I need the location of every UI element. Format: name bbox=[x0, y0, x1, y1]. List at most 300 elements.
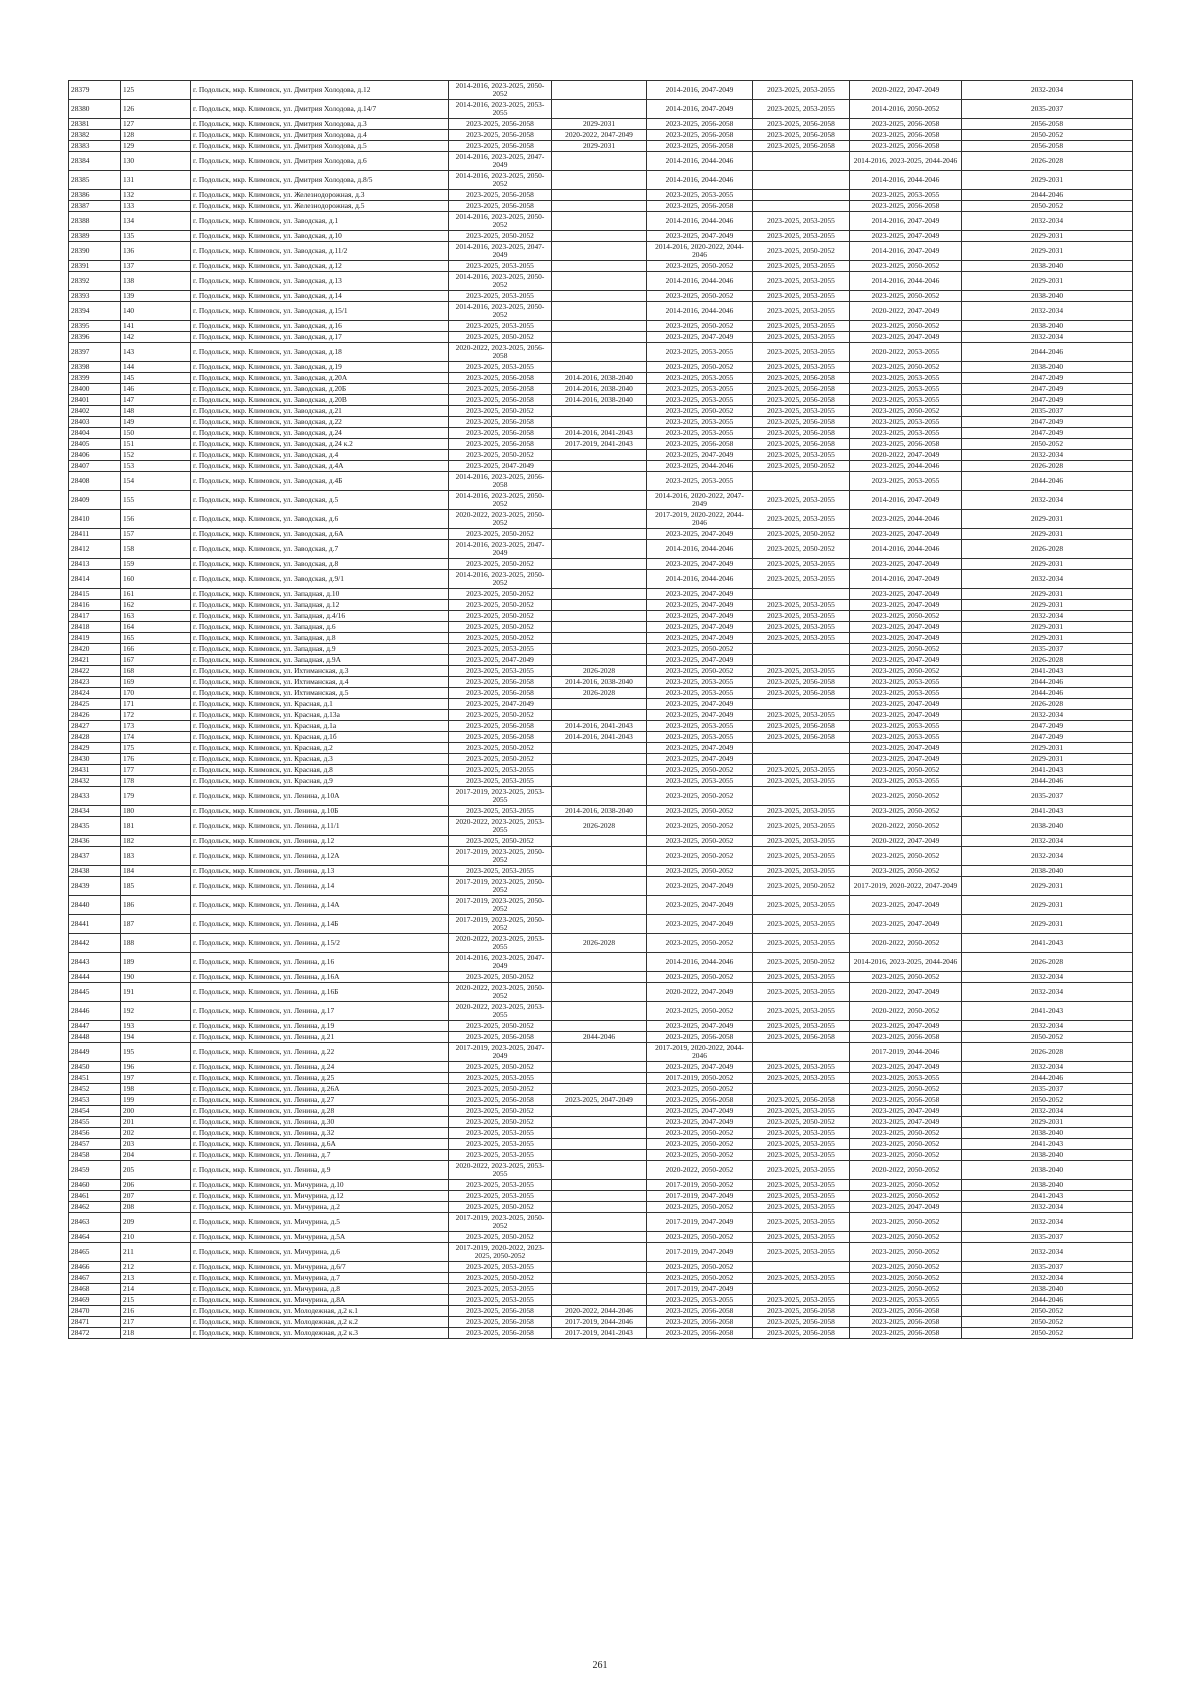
cell-period-4: 2023-2025, 2056-2058 bbox=[753, 373, 850, 384]
cell-period-1: 2023-2025, 2056-2058 bbox=[449, 190, 552, 201]
cell-period-6: 2035-2037 bbox=[962, 406, 1133, 417]
table-row bbox=[69, 644, 1133, 655]
table-row bbox=[69, 540, 1133, 559]
table-row bbox=[69, 373, 1133, 384]
cell-row-id: 28416 bbox=[69, 600, 121, 611]
cell-address: г. Подольск, мкр. Климовск, ул. Ленина, д.16А bbox=[191, 972, 449, 983]
cell-period-2 bbox=[552, 633, 647, 644]
cell-period-2 bbox=[552, 406, 647, 417]
cell-period-1: 2023-2025, 2050-2052 bbox=[449, 1106, 552, 1117]
cell-period-1: 2014-2016, 2023-2025, 2050-2052 bbox=[449, 171, 552, 190]
cell-address: г. Подольск, мкр. Климовск, ул. Ленина, д.16Б bbox=[191, 983, 449, 1002]
cell-period-2: 2017-2019, 2044-2046 bbox=[552, 1317, 647, 1328]
cell-period-6: 2029-2031 bbox=[962, 743, 1133, 754]
table-row bbox=[69, 152, 1133, 171]
cell-address: г. Подольск, мкр. Климовск, ул. Красная, д.3 bbox=[191, 754, 449, 765]
cell-row-id: 28392 bbox=[69, 272, 121, 291]
cell-period-3: 2023-2025, 2050-2052 bbox=[647, 1002, 753, 1021]
cell-period-4: 2023-2025, 2053-2055 bbox=[753, 1073, 850, 1084]
cell-period-6: 2029-2031 bbox=[962, 600, 1133, 611]
cell-period-5: 2023-2025, 2047-2049 bbox=[850, 655, 962, 666]
cell-period-6: 2038-2040 bbox=[962, 291, 1133, 302]
cell-period-4: 2023-2025, 2053-2055 bbox=[753, 1150, 850, 1161]
cell-period-4: 2023-2025, 2053-2055 bbox=[753, 321, 850, 332]
cell-period-3: 2023-2025, 2047-2049 bbox=[647, 754, 753, 765]
cell-period-1: 2014-2016, 2023-2025, 2050-2052 bbox=[449, 212, 552, 231]
cell-period-4: 2023-2025, 2053-2055 bbox=[753, 1243, 850, 1262]
cell-period-2: 2014-2016, 2041-2043 bbox=[552, 428, 647, 439]
cell-period-4: 2023-2025, 2056-2058 bbox=[753, 141, 850, 152]
cell-period-2 bbox=[552, 302, 647, 321]
table-row bbox=[69, 754, 1133, 765]
cell-period-2: 2026-2028 bbox=[552, 934, 647, 953]
cell-row-id: 28422 bbox=[69, 666, 121, 677]
cell-row-id: 28428 bbox=[69, 732, 121, 743]
cell-item-number: 134 bbox=[121, 212, 191, 231]
cell-address: г. Подольск, мкр. Климовск, ул. Мичурина, д.8А bbox=[191, 1295, 449, 1306]
cell-row-id: 28452 bbox=[69, 1084, 121, 1095]
cell-address: г. Подольск, мкр. Климовск, ул. Дмитрия Холодова, д.3 bbox=[191, 119, 449, 130]
cell-row-id: 28440 bbox=[69, 896, 121, 915]
cell-period-2 bbox=[552, 622, 647, 633]
table-row bbox=[69, 1202, 1133, 1213]
cell-address: г. Подольск, мкр. Климовск, ул. Железнодорожная, д.5 bbox=[191, 201, 449, 212]
cell-period-4: 2023-2025, 2053-2055 bbox=[753, 1295, 850, 1306]
cell-period-4: 2023-2025, 2053-2055 bbox=[753, 611, 850, 622]
cell-period-1: 2014-2016, 2023-2025, 2047-2049 bbox=[449, 540, 552, 559]
cell-period-4: 2023-2025, 2056-2058 bbox=[753, 721, 850, 732]
cell-row-id: 28402 bbox=[69, 406, 121, 417]
cell-row-id: 28395 bbox=[69, 321, 121, 332]
cell-period-2 bbox=[552, 1202, 647, 1213]
cell-row-id: 28438 bbox=[69, 866, 121, 877]
cell-period-1: 2017-2019, 2023-2025, 2050-2052 bbox=[449, 915, 552, 934]
cell-period-3: 2023-2025, 2056-2058 bbox=[647, 1306, 753, 1317]
cell-period-1: 2023-2025, 2056-2058 bbox=[449, 428, 552, 439]
cell-period-1: 2020-2022, 2023-2025, 2050-2052 bbox=[449, 510, 552, 529]
cell-period-3: 2014-2016, 2044-2046 bbox=[647, 953, 753, 972]
cell-row-id: 28410 bbox=[69, 510, 121, 529]
cell-item-number: 150 bbox=[121, 428, 191, 439]
cell-period-1: 2017-2019, 2020-2022, 2023-2025, 2050-2052 bbox=[449, 1243, 552, 1262]
cell-period-4: 2023-2025, 2050-2052 bbox=[753, 540, 850, 559]
cell-item-number: 174 bbox=[121, 732, 191, 743]
cell-period-3: 2023-2025, 2053-2055 bbox=[647, 688, 753, 699]
cell-period-4: 2023-2025, 2056-2058 bbox=[753, 1328, 850, 1339]
cell-period-4: 2023-2025, 2050-2052 bbox=[753, 461, 850, 472]
table-row bbox=[69, 321, 1133, 332]
cell-period-2 bbox=[552, 776, 647, 787]
cell-period-6: 2041-2043 bbox=[962, 934, 1133, 953]
cell-period-3: 2023-2025, 2053-2055 bbox=[647, 343, 753, 362]
cell-period-1: 2023-2025, 2050-2052 bbox=[449, 559, 552, 570]
cell-item-number: 128 bbox=[121, 130, 191, 141]
cell-period-5: 2014-2016, 2047-2049 bbox=[850, 242, 962, 261]
cell-address: г. Подольск, мкр. Климовск, ул. Заводская, д.6А bbox=[191, 529, 449, 540]
cell-period-2 bbox=[552, 417, 647, 428]
cell-row-id: 28423 bbox=[69, 677, 121, 688]
cell-period-4 bbox=[753, 644, 850, 655]
cell-period-6: 2047-2049 bbox=[962, 428, 1133, 439]
cell-row-id: 28458 bbox=[69, 1150, 121, 1161]
cell-period-6: 2032-2034 bbox=[962, 847, 1133, 866]
cell-period-1: 2023-2025, 2053-2055 bbox=[449, 1139, 552, 1150]
cell-period-6: 2047-2049 bbox=[962, 732, 1133, 743]
cell-period-4 bbox=[753, 190, 850, 201]
cell-period-2 bbox=[552, 540, 647, 559]
cell-period-2 bbox=[552, 212, 647, 231]
cell-period-4: 2023-2025, 2053-2055 bbox=[753, 817, 850, 836]
cell-period-6: 2041-2043 bbox=[962, 806, 1133, 817]
cell-period-6: 2035-2037 bbox=[962, 100, 1133, 119]
cell-period-1: 2020-2022, 2023-2025, 2050-2052 bbox=[449, 983, 552, 1002]
cell-address: г. Подольск, мкр. Климовск, ул. Молодежная, д.2 к.3 bbox=[191, 1328, 449, 1339]
cell-address: г. Подольск, мкр. Климовск, ул. Западная, д.10 bbox=[191, 589, 449, 600]
cell-item-number: 131 bbox=[121, 171, 191, 190]
cell-period-3: 2023-2025, 2053-2055 bbox=[647, 190, 753, 201]
table-row bbox=[69, 529, 1133, 540]
cell-period-4: 2023-2025, 2056-2058 bbox=[753, 1306, 850, 1317]
cell-address: г. Подольск, мкр. Климовск, ул. Западная, д.6 bbox=[191, 622, 449, 633]
cell-period-5: 2023-2025, 2047-2049 bbox=[850, 915, 962, 934]
cell-period-6: 2032-2034 bbox=[962, 1062, 1133, 1073]
cell-row-id: 28426 bbox=[69, 710, 121, 721]
cell-period-1: 2023-2025, 2050-2052 bbox=[449, 332, 552, 343]
cell-row-id: 28417 bbox=[69, 611, 121, 622]
cell-period-2: 2014-2016, 2041-2043 bbox=[552, 732, 647, 743]
cell-period-6: 2029-2031 bbox=[962, 589, 1133, 600]
cell-period-3: 2014-2016, 2047-2049 bbox=[647, 81, 753, 100]
table-row bbox=[69, 787, 1133, 806]
cell-period-1: 2023-2025, 2050-2052 bbox=[449, 406, 552, 417]
cell-address: г. Подольск, мкр. Климовск, ул. Заводская, д.13 bbox=[191, 272, 449, 291]
cell-period-6: 2029-2031 bbox=[962, 171, 1133, 190]
cell-period-1: 2023-2025, 2053-2055 bbox=[449, 1191, 552, 1202]
cell-period-1: 2017-2019, 2023-2025, 2050-2052 bbox=[449, 877, 552, 896]
cell-period-2: 2014-2016, 2038-2040 bbox=[552, 806, 647, 817]
cell-period-1: 2023-2025, 2047-2049 bbox=[449, 699, 552, 710]
cell-period-2 bbox=[552, 1150, 647, 1161]
cell-period-2 bbox=[552, 972, 647, 983]
cell-period-3: 2023-2025, 2053-2055 bbox=[647, 1295, 753, 1306]
cell-period-6: 2050-2052 bbox=[962, 1306, 1133, 1317]
table-row bbox=[69, 699, 1133, 710]
table-row bbox=[69, 362, 1133, 373]
cell-item-number: 211 bbox=[121, 1243, 191, 1262]
cell-period-3: 2023-2025, 2047-2049 bbox=[647, 559, 753, 570]
cell-period-1: 2023-2025, 2056-2058 bbox=[449, 373, 552, 384]
cell-item-number: 156 bbox=[121, 510, 191, 529]
cell-period-1: 2023-2025, 2053-2055 bbox=[449, 1128, 552, 1139]
cell-period-5: 2014-2016, 2044-2046 bbox=[850, 171, 962, 190]
cell-row-id: 28430 bbox=[69, 754, 121, 765]
cell-item-number: 125 bbox=[121, 81, 191, 100]
cell-period-6: 2047-2049 bbox=[962, 395, 1133, 406]
cell-address: г. Подольск, мкр. Климовск, ул. Заводская, д.7 bbox=[191, 540, 449, 559]
cell-period-4 bbox=[753, 152, 850, 171]
cell-address: г. Подольск, мкр. Климовск, ул. Молодежная, д.2 к.1 bbox=[191, 1306, 449, 1317]
cell-row-id: 28435 bbox=[69, 817, 121, 836]
cell-item-number: 214 bbox=[121, 1284, 191, 1295]
cell-period-5: 2014-2016, 2047-2049 bbox=[850, 212, 962, 231]
cell-period-4: 2023-2025, 2053-2055 bbox=[753, 1180, 850, 1191]
cell-address: г. Подольск, мкр. Климовск, ул. Мичурина, д.8 bbox=[191, 1284, 449, 1295]
cell-address: г. Подольск, мкр. Климовск, ул. Западная, д.9А bbox=[191, 655, 449, 666]
cell-period-4: 2023-2025, 2053-2055 bbox=[753, 836, 850, 847]
cell-item-number: 194 bbox=[121, 1032, 191, 1043]
cell-period-3: 2023-2025, 2047-2049 bbox=[647, 1117, 753, 1128]
cell-period-4: 2023-2025, 2053-2055 bbox=[753, 100, 850, 119]
cell-item-number: 193 bbox=[121, 1021, 191, 1032]
cell-period-1: 2023-2025, 2053-2055 bbox=[449, 362, 552, 373]
cell-period-6: 2026-2028 bbox=[962, 953, 1133, 972]
cell-period-2 bbox=[552, 877, 647, 896]
cell-period-4: 2023-2025, 2053-2055 bbox=[753, 406, 850, 417]
table-row bbox=[69, 866, 1133, 877]
cell-row-id: 28429 bbox=[69, 743, 121, 754]
cell-address: г. Подольск, мкр. Климовск, ул. Красная, д.9 bbox=[191, 776, 449, 787]
cell-row-id: 28383 bbox=[69, 141, 121, 152]
cell-period-5: 2023-2025, 2053-2055 bbox=[850, 732, 962, 743]
cell-address: г. Подольск, мкр. Климовск, ул. Ленина, д.25 bbox=[191, 1073, 449, 1084]
cell-row-id: 28454 bbox=[69, 1106, 121, 1117]
cell-period-3: 2023-2025, 2050-2052 bbox=[647, 1128, 753, 1139]
cell-period-5: 2020-2022, 2053-2055 bbox=[850, 343, 962, 362]
cell-period-2 bbox=[552, 1128, 647, 1139]
cell-row-id: 28424 bbox=[69, 688, 121, 699]
cell-period-2 bbox=[552, 171, 647, 190]
cell-period-2: 2014-2016, 2038-2040 bbox=[552, 395, 647, 406]
cell-address: г. Подольск, мкр. Климовск, ул. Заводская, д.17 bbox=[191, 332, 449, 343]
cell-period-4 bbox=[753, 699, 850, 710]
cell-period-5: 2017-2019, 2020-2022, 2047-2049 bbox=[850, 877, 962, 896]
cell-period-2 bbox=[552, 836, 647, 847]
cell-period-1: 2023-2025, 2056-2058 bbox=[449, 119, 552, 130]
cell-period-5: 2020-2022, 2047-2049 bbox=[850, 983, 962, 1002]
cell-period-4: 2023-2025, 2056-2058 bbox=[753, 732, 850, 743]
table-row bbox=[69, 915, 1133, 934]
cell-period-6: 2029-2031 bbox=[962, 915, 1133, 934]
cell-period-2 bbox=[552, 529, 647, 540]
cell-item-number: 178 bbox=[121, 776, 191, 787]
cell-row-id: 28449 bbox=[69, 1043, 121, 1062]
cell-period-6: 2029-2031 bbox=[962, 754, 1133, 765]
cell-period-1: 2023-2025, 2050-2052 bbox=[449, 1021, 552, 1032]
cell-period-6: 2047-2049 bbox=[962, 721, 1133, 732]
cell-period-1: 2023-2025, 2056-2058 bbox=[449, 721, 552, 732]
cell-row-id: 28472 bbox=[69, 1328, 121, 1339]
cell-row-id: 28448 bbox=[69, 1032, 121, 1043]
cell-period-5: 2020-2022, 2050-2052 bbox=[850, 1161, 962, 1180]
cell-period-3: 2023-2025, 2050-2052 bbox=[647, 787, 753, 806]
cell-address: г. Подольск, мкр. Климовск, ул. Мичурина, д.5 bbox=[191, 1213, 449, 1232]
cell-period-1: 2017-2019, 2023-2025, 2050-2052 bbox=[449, 896, 552, 915]
cell-period-6: 2032-2034 bbox=[962, 491, 1133, 510]
cell-period-5: 2023-2025, 2056-2058 bbox=[850, 1306, 962, 1317]
cell-row-id: 28391 bbox=[69, 261, 121, 272]
cell-period-2: 2020-2022, 2047-2049 bbox=[552, 130, 647, 141]
cell-period-6: 2038-2040 bbox=[962, 866, 1133, 877]
cell-period-1: 2017-2019, 2023-2025, 2047-2049 bbox=[449, 1043, 552, 1062]
cell-period-1: 2014-2016, 2023-2025, 2050-2052 bbox=[449, 570, 552, 589]
cell-address: г. Подольск, мкр. Климовск, ул. Заводская, д.24 bbox=[191, 428, 449, 439]
cell-address: г. Подольск, мкр. Климовск, ул. Ленина, д.27 bbox=[191, 1095, 449, 1106]
cell-period-1: 2023-2025, 2050-2052 bbox=[449, 611, 552, 622]
cell-period-6: 2032-2034 bbox=[962, 836, 1133, 847]
cell-period-5: 2023-2025, 2050-2052 bbox=[850, 847, 962, 866]
cell-address: г. Подольск, мкр. Климовск, ул. Заводская, д.12 bbox=[191, 261, 449, 272]
cell-period-4: 2023-2025, 2053-2055 bbox=[753, 231, 850, 242]
cell-period-5: 2014-2016, 2047-2049 bbox=[850, 491, 962, 510]
table-row bbox=[69, 710, 1133, 721]
cell-period-6: 2044-2046 bbox=[962, 190, 1133, 201]
cell-period-2 bbox=[552, 1273, 647, 1284]
cell-period-1: 2014-2016, 2023-2025, 2056-2058 bbox=[449, 472, 552, 491]
cell-item-number: 180 bbox=[121, 806, 191, 817]
cell-item-number: 127 bbox=[121, 119, 191, 130]
cell-period-1: 2023-2025, 2053-2055 bbox=[449, 644, 552, 655]
cell-period-6: 2032-2034 bbox=[962, 302, 1133, 321]
cell-row-id: 28434 bbox=[69, 806, 121, 817]
cell-period-5: 2023-2025, 2050-2052 bbox=[850, 362, 962, 373]
cell-period-1: 2023-2025, 2053-2055 bbox=[449, 776, 552, 787]
table-row bbox=[69, 428, 1133, 439]
cell-period-3: 2023-2025, 2056-2058 bbox=[647, 439, 753, 450]
cell-period-4: 2023-2025, 2053-2055 bbox=[753, 510, 850, 529]
cell-period-5: 2023-2025, 2050-2052 bbox=[850, 765, 962, 776]
cell-period-6: 2047-2049 bbox=[962, 373, 1133, 384]
cell-item-number: 169 bbox=[121, 677, 191, 688]
cell-period-3: 2023-2025, 2050-2052 bbox=[647, 321, 753, 332]
cell-period-4: 2023-2025, 2053-2055 bbox=[753, 934, 850, 953]
cell-period-6: 2047-2049 bbox=[962, 417, 1133, 428]
cell-period-1: 2023-2025, 2053-2055 bbox=[449, 1073, 552, 1084]
cell-address: г. Подольск, мкр. Климовск, ул. Ленина, д.6А bbox=[191, 1139, 449, 1150]
cell-period-3: 2023-2025, 2056-2058 bbox=[647, 130, 753, 141]
cell-period-4: 2023-2025, 2050-2052 bbox=[753, 877, 850, 896]
cell-period-2 bbox=[552, 1139, 647, 1150]
cell-period-2 bbox=[552, 915, 647, 934]
cell-period-3: 2017-2019, 2020-2022, 2044-2046 bbox=[647, 510, 753, 529]
cell-period-4: 2023-2025, 2053-2055 bbox=[753, 1021, 850, 1032]
cell-period-3: 2023-2025, 2050-2052 bbox=[647, 806, 753, 817]
cell-period-5: 2023-2025, 2056-2058 bbox=[850, 130, 962, 141]
cell-row-id: 28444 bbox=[69, 972, 121, 983]
cell-period-4: 2023-2025, 2053-2055 bbox=[753, 1202, 850, 1213]
cell-item-number: 185 bbox=[121, 877, 191, 896]
table-row bbox=[69, 510, 1133, 529]
cell-item-number: 129 bbox=[121, 141, 191, 152]
cell-period-6: 2029-2031 bbox=[962, 242, 1133, 261]
cell-period-4: 2023-2025, 2056-2058 bbox=[753, 417, 850, 428]
cell-period-1: 2023-2025, 2050-2052 bbox=[449, 1062, 552, 1073]
cell-period-6: 2041-2043 bbox=[962, 1002, 1133, 1021]
cell-period-4: 2023-2025, 2053-2055 bbox=[753, 666, 850, 677]
cell-period-1: 2023-2025, 2050-2052 bbox=[449, 743, 552, 754]
cell-period-1: 2023-2025, 2050-2052 bbox=[449, 836, 552, 847]
cell-row-id: 28431 bbox=[69, 765, 121, 776]
table-row bbox=[69, 1139, 1133, 1150]
cell-item-number: 167 bbox=[121, 655, 191, 666]
cell-address: г. Подольск, мкр. Климовск, ул. Мичурина, д.6/7 bbox=[191, 1262, 449, 1273]
cell-period-1: 2014-2016, 2023-2025, 2050-2052 bbox=[449, 272, 552, 291]
cell-item-number: 217 bbox=[121, 1317, 191, 1328]
cell-period-3: 2023-2025, 2050-2052 bbox=[647, 1084, 753, 1095]
cell-row-id: 28409 bbox=[69, 491, 121, 510]
cell-row-id: 28394 bbox=[69, 302, 121, 321]
table-row bbox=[69, 1062, 1133, 1073]
cell-period-5: 2014-2016, 2044-2046 bbox=[850, 272, 962, 291]
table-row bbox=[69, 1273, 1133, 1284]
cell-period-3: 2023-2025, 2047-2049 bbox=[647, 743, 753, 754]
cell-address: г. Подольск, мкр. Климовск, ул. Заводская, д.4 bbox=[191, 450, 449, 461]
cell-period-4 bbox=[753, 171, 850, 190]
cell-row-id: 28437 bbox=[69, 847, 121, 866]
cell-item-number: 209 bbox=[121, 1213, 191, 1232]
cell-period-1: 2020-2022, 2023-2025, 2053-2055 bbox=[449, 934, 552, 953]
cell-row-id: 28470 bbox=[69, 1306, 121, 1317]
cell-period-6: 2050-2052 bbox=[962, 201, 1133, 212]
cell-period-2: 2029-2031 bbox=[552, 141, 647, 152]
cell-period-1: 2014-2016, 2023-2025, 2047-2049 bbox=[449, 242, 552, 261]
cell-period-5: 2023-2025, 2053-2055 bbox=[850, 395, 962, 406]
cell-address: г. Подольск, мкр. Климовск, ул. Ленина, д.7 bbox=[191, 1150, 449, 1161]
cell-period-3: 2014-2016, 2044-2046 bbox=[647, 272, 753, 291]
cell-period-3: 2023-2025, 2047-2049 bbox=[647, 896, 753, 915]
cell-period-2 bbox=[552, 1043, 647, 1062]
cell-period-4: 2023-2025, 2050-2052 bbox=[753, 529, 850, 540]
cell-address: г. Подольск, мкр. Климовск, ул. Ленина, д.11/1 bbox=[191, 817, 449, 836]
cell-row-id: 28463 bbox=[69, 1213, 121, 1232]
table-row bbox=[69, 1128, 1133, 1139]
cell-period-2 bbox=[552, 787, 647, 806]
cell-period-6: 2026-2028 bbox=[962, 655, 1133, 666]
cell-period-1: 2023-2025, 2050-2052 bbox=[449, 231, 552, 242]
cell-address: г. Подольск, мкр. Климовск, ул. Ленина, д.9 bbox=[191, 1161, 449, 1180]
cell-period-6: 2038-2040 bbox=[962, 1128, 1133, 1139]
cell-period-5: 2023-2025, 2050-2052 bbox=[850, 1273, 962, 1284]
cell-period-3: 2023-2025, 2047-2049 bbox=[647, 710, 753, 721]
cell-period-3: 2023-2025, 2050-2052 bbox=[647, 261, 753, 272]
cell-item-number: 173 bbox=[121, 721, 191, 732]
cell-period-6: 2038-2040 bbox=[962, 362, 1133, 373]
cell-period-4: 2023-2025, 2053-2055 bbox=[753, 343, 850, 362]
cell-period-1: 2017-2019, 2023-2025, 2053-2055 bbox=[449, 787, 552, 806]
cell-period-2 bbox=[552, 491, 647, 510]
cell-period-3: 2023-2025, 2047-2049 bbox=[647, 450, 753, 461]
cell-period-4: 2023-2025, 2053-2055 bbox=[753, 81, 850, 100]
cell-period-3: 2023-2025, 2050-2052 bbox=[647, 836, 753, 847]
cell-row-id: 28421 bbox=[69, 655, 121, 666]
cell-period-5: 2023-2025, 2053-2055 bbox=[850, 1073, 962, 1084]
table-row bbox=[69, 1073, 1133, 1084]
cell-period-1: 2023-2025, 2056-2058 bbox=[449, 677, 552, 688]
cell-period-2 bbox=[552, 1021, 647, 1032]
cell-item-number: 160 bbox=[121, 570, 191, 589]
cell-period-1: 2017-2019, 2023-2025, 2050-2052 bbox=[449, 847, 552, 866]
cell-item-number: 186 bbox=[121, 896, 191, 915]
cell-period-4 bbox=[753, 787, 850, 806]
cell-period-4: 2023-2025, 2056-2058 bbox=[753, 428, 850, 439]
cell-row-id: 28460 bbox=[69, 1180, 121, 1191]
cell-address: г. Подольск, мкр. Климовск, ул. Ленина, д.15/2 bbox=[191, 934, 449, 953]
table-row bbox=[69, 633, 1133, 644]
cell-item-number: 203 bbox=[121, 1139, 191, 1150]
cell-item-number: 197 bbox=[121, 1073, 191, 1084]
cell-item-number: 216 bbox=[121, 1306, 191, 1317]
cell-period-6: 2029-2031 bbox=[962, 896, 1133, 915]
cell-row-id: 28419 bbox=[69, 633, 121, 644]
